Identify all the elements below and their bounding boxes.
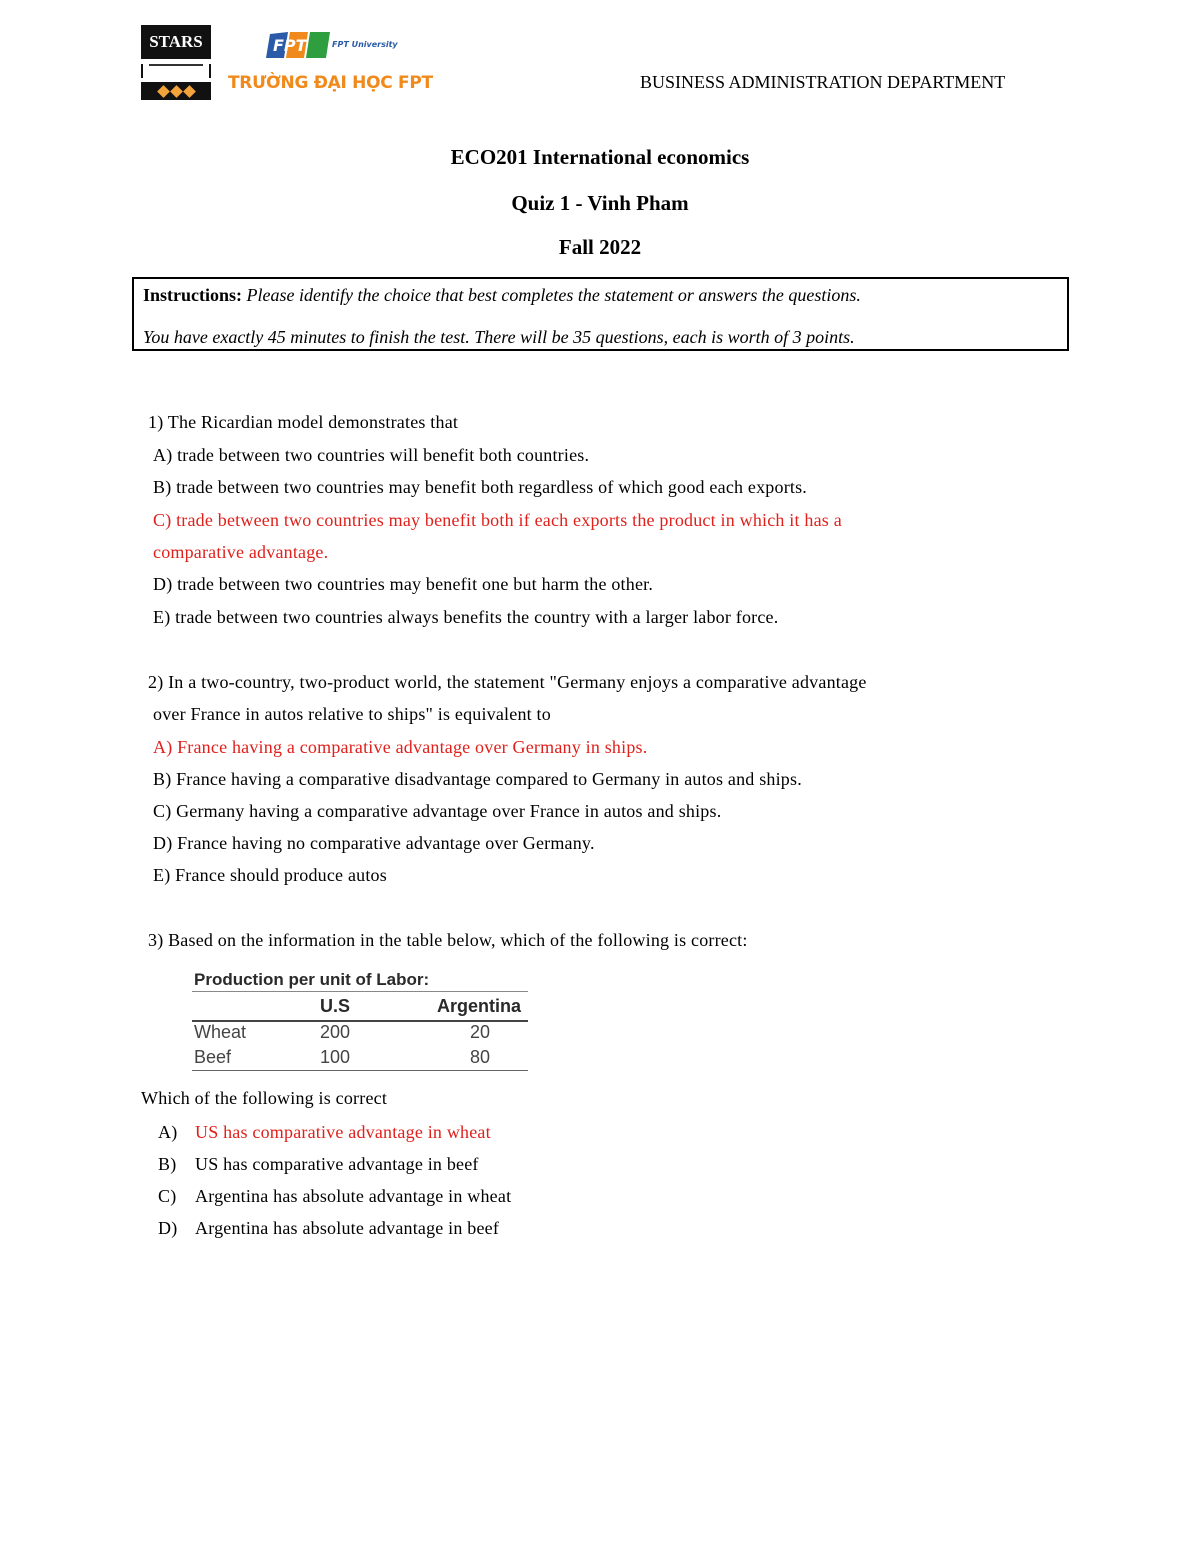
question-2-stem: 2) In a two-country, two-product world, the statement "Germany enjoys a comparative advantage <box>148 672 867 692</box>
question-1-option-b: B) trade between two countries may benefit both regardless of which good each exports. <box>153 477 807 497</box>
table-rule-top <box>192 991 528 992</box>
course-title: ECO201 International economics <box>450 145 750 169</box>
question-3-option-d <box>158 1218 500 1239</box>
fpt-mark-icon <box>264 30 334 60</box>
stars-logo-middle <box>141 64 211 78</box>
question-2-option-a-answer: A) France having a comparative advantage over Germany in ships. <box>153 737 648 757</box>
question-2-option-c: C) Germany having a comparative advantage over France in autos and ships. <box>153 801 722 821</box>
question-1-option-a: A) trade between two countries will benefit both countries. <box>153 445 590 465</box>
option-text: Argentina has absolute advantage in beef <box>195 1218 500 1238</box>
fpt-university-text: FPT University <box>332 40 398 49</box>
instructions-box <box>132 277 1069 351</box>
question-1-option-d: D) trade between two countries may benefit one but harm the other. <box>153 574 654 594</box>
instructions-label: Instructions: <box>143 285 243 305</box>
stars-logo-bottom <box>141 82 211 100</box>
option-letter: D) <box>158 1218 178 1238</box>
term-title: Fall 2022 <box>558 235 642 259</box>
option-letter: C) <box>158 1186 177 1206</box>
option-text: US has comparative advantage in beef <box>195 1154 479 1174</box>
question-3-stem: 3) Based on the information in the table below, which of the following is correct: <box>148 930 748 950</box>
option-letter: A) <box>158 1122 178 1142</box>
table-rule-bottom <box>192 1070 528 1071</box>
production-table <box>192 968 528 1072</box>
department-heading: BUSINESS ADMINISTRATION DEPARTMENT <box>640 72 1006 92</box>
table-cell: 80 <box>470 1047 491 1067</box>
stars-logo-text: STARS <box>149 32 203 51</box>
question-1-option-c-continued: comparative advantage. <box>153 542 329 562</box>
instructions-line-2: You have exactly 45 minutes to finish the test. There will be 35 questions, each is worth of 3 points. <box>143 327 855 347</box>
option-letter: B) <box>158 1154 177 1174</box>
table-cell: 200 <box>320 1022 351 1042</box>
table-cell: 20 <box>470 1022 491 1042</box>
question-1-stem: 1) The Ricardian model demonstrates that <box>148 412 459 432</box>
fpt-university-logo <box>228 26 433 98</box>
option-text: Argentina has absolute advantage in wheat <box>195 1186 512 1206</box>
table-row-label: Wheat <box>194 1022 247 1042</box>
question-1-option-c-answer: C) trade between two countries may benefit both if each exports the product in which it has a <box>153 510 842 530</box>
table-column-us: U.S <box>320 996 351 1016</box>
instructions-text-1: Please identify the choice that best completes the statement or answers the questions. <box>246 285 861 305</box>
question-3-option-a-answer <box>158 1122 491 1143</box>
question-3-option-b <box>158 1154 479 1175</box>
fpt-school-name: TRƯỜNG ĐẠI HỌC FPT <box>228 73 433 93</box>
svg-text:FPT: FPT <box>273 36 307 55</box>
question-3-prompt: Which of the following is correct <box>141 1088 388 1108</box>
question-3-option-c <box>158 1186 512 1207</box>
instructions-line-1 <box>143 285 861 306</box>
table-column-argentina: Argentina <box>437 996 522 1016</box>
question-1-option-e: E) trade between two countries always benefits the country with a larger labor force. <box>153 607 779 627</box>
table-row-label: Beef <box>194 1047 232 1067</box>
question-2-option-d: D) France having no comparative advantage over Germany. <box>153 833 595 853</box>
quiz-title: Quiz 1 - Vinh Pham <box>511 191 689 215</box>
table-cell: 100 <box>320 1047 351 1067</box>
question-2-option-b: B) France having a comparative disadvantage compared to Germany in autos and ships. <box>153 769 802 789</box>
stars-logo <box>141 25 213 95</box>
option-text: US has comparative advantage in wheat <box>195 1122 491 1142</box>
question-2-option-e: E) France should produce autos <box>153 865 387 885</box>
question-2-stem-continued: over France in autos relative to ships" is equivalent to <box>153 704 551 724</box>
table-heading: Production per unit of Labor: <box>194 970 430 989</box>
stars-logo-top <box>141 25 211 59</box>
